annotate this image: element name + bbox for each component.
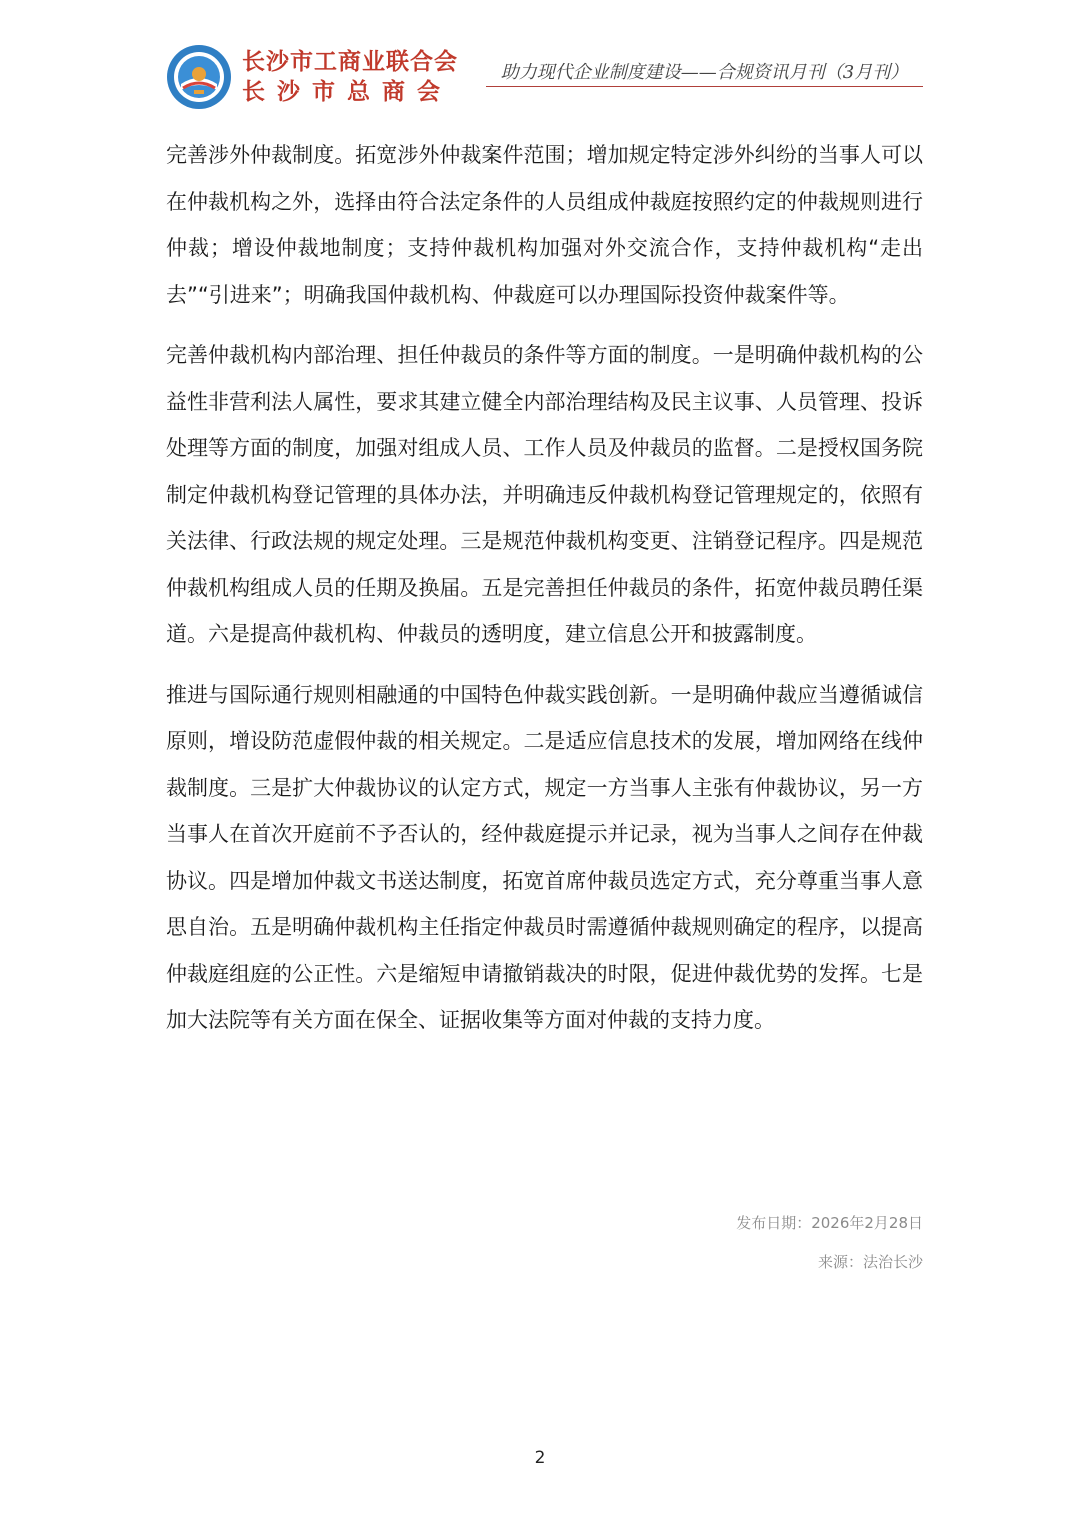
org-name-primary: 长沙市工商业联合会	[242, 49, 458, 75]
paragraph-institution-governance: 完善仲裁机构内部治理、担任仲裁员的条件等方面的制度。一是明确仲裁机构的公益性非营利法人属性，要求其建立健全内部治理结构及民主议事、人员管理、投诉处理等方面的制度，加强对组成人员、工作人员及仲裁员的监督。二是授权国务院制定仲裁机构登记管理的具体办法，并明确违反仲裁机构登记管理规定的，依照有关法律、行政法规的规定处理。三是规范仲裁机构变更、注销登记程序。四是规范仲裁机构组成人员的任期及换届。五是完善担任仲裁员的条件，拓宽仲裁员聘任渠道。六是提高仲裁机构、仲裁员的透明度，建立信息公开和披露制度。	[166, 343, 923, 646]
page-number: 2	[534, 1448, 546, 1468]
organization-names	[242, 47, 458, 107]
paragraph-practice-innovation: 推进与国际通行规则相融通的中国特色仲裁实践创新。一是明确仲裁应当遵循诚信原则，增设防范虚假仲裁的相关规定。二是适应信息技术的发展，增加网络在线仲裁制度。三是扩大仲裁协议的认定方式，规定一方当事人主张有仲裁协议，另一方当事人在首次开庭前不予否认的，经仲裁庭提示并记录，视为当事人之间存在仲裁协议。四是增加仲裁文书送达制度，拓宽首席仲裁员选定方式，充分尊重当事人意思自治。五是明确仲裁机构主任指定仲裁员时需遵循仲裁规则确定的程序，以提高仲裁庭组庭的公正性。六是缩短申请撤销裁决的时限，促进仲裁优势的发挥。七是加大法院等有关方面在保全、证据收集等方面对仲裁的支持力度。	[166, 682, 923, 1032]
federation-logo-icon	[166, 44, 232, 110]
page-header	[0, 0, 1080, 120]
article-source: 来源：法治长沙	[817, 1253, 923, 1271]
article-body	[166, 132, 923, 1058]
header-divider	[486, 86, 923, 87]
publish-date: 发布日期：2026年2月28日	[736, 1214, 923, 1232]
org-name-secondary: 长沙市总商会	[242, 79, 452, 105]
paragraph-foreign-arbitration: 完善涉外仲裁制度。拓宽涉外仲裁案件范围；增加规定特定涉外纠纷的当事人可以在仲裁机构之外，选择由符合法定条件的人员组成仲裁庭按照约定的仲裁规则进行仲裁；增设仲裁地制度；支持仲裁机构加强对外交流合作，支持仲裁机构“走出去”“引进来”；明确我国仲裁机构、仲裁庭可以办理国际投资仲裁案件等。	[166, 143, 923, 307]
publication-title: 助力现代企业制度建设——合规资讯月刊（3月刊）	[500, 62, 909, 83]
